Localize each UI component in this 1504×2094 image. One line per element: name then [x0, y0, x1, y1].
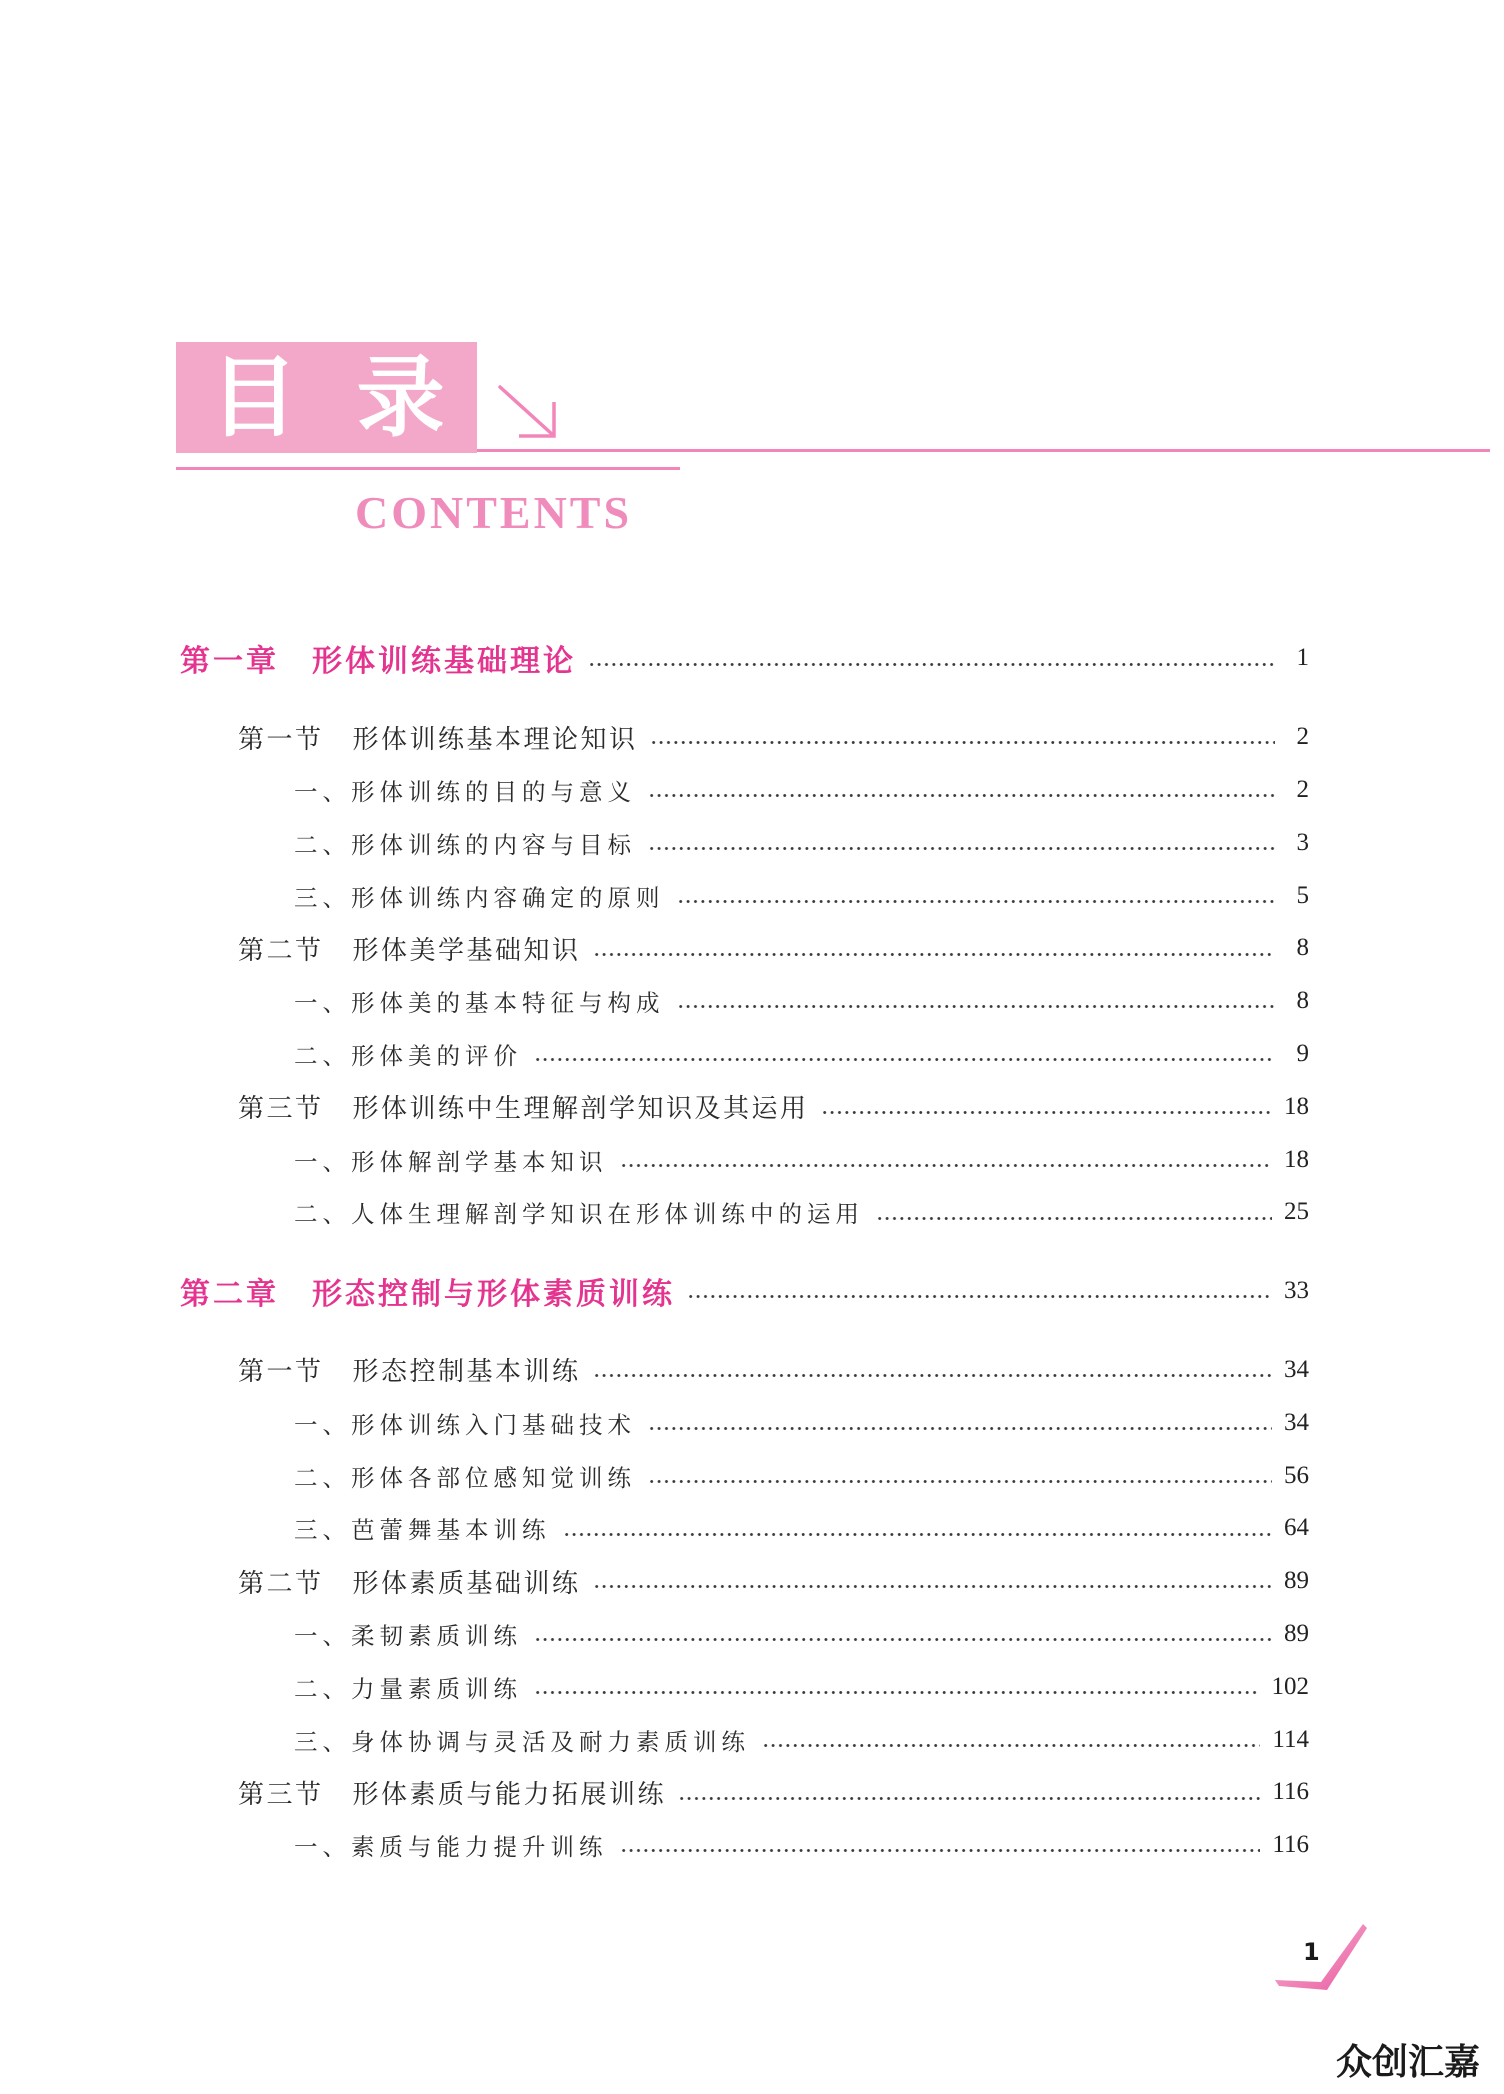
dot-leader	[620, 1819, 1261, 1872]
item-title: 一、形体训练入门基础技术	[294, 1410, 636, 1439]
toc-item-row	[0, 764, 1309, 817]
toc-item-row	[0, 1608, 1309, 1661]
toc-chapter-row	[0, 1265, 1309, 1318]
item-title: 三、身体协调与灵活及耐力素质训练	[294, 1727, 750, 1756]
toc-item-row	[0, 1502, 1309, 1555]
page-number: 3	[1296, 828, 1309, 856]
dot-leader	[563, 1502, 1273, 1555]
dot-leader	[620, 1133, 1273, 1186]
dot-leader	[687, 1265, 1272, 1318]
page-number: 56	[1284, 1461, 1309, 1489]
arrow-down-right-icon	[497, 384, 559, 440]
page-number: 18	[1284, 1092, 1309, 1120]
dot-leader	[534, 1660, 1260, 1713]
page-number: 8	[1296, 987, 1309, 1015]
item-title: 三、芭蕾舞基本训练	[294, 1516, 551, 1545]
section-title: 形体训练中生理解剖学知识及其运用	[352, 1094, 809, 1125]
page-title: 目 录	[210, 346, 459, 449]
section-title: 形体素质与能力拓展训练	[352, 1779, 667, 1810]
section-number: 第二节	[238, 935, 324, 966]
chapter-title: 形体训练基础理论	[312, 644, 576, 680]
dot-leader	[821, 1080, 1272, 1133]
dot-leader	[650, 711, 1275, 764]
toc-section-row	[0, 1344, 1309, 1397]
dot-leader	[534, 1608, 1272, 1661]
page-number: 33	[1284, 1277, 1309, 1305]
page-number: 116	[1272, 1778, 1309, 1806]
item-title: 一、形体美的基本特征与构成	[294, 989, 665, 1018]
section-title: 形体训练基本理论知识	[352, 724, 638, 755]
chapter-number: 第一章	[180, 644, 279, 680]
section-number: 第二节	[238, 1568, 324, 1599]
item-title: 一、形体训练的目的与意义	[294, 777, 636, 806]
item-title: 一、素质与能力提升训练	[294, 1833, 608, 1862]
section-number: 第三节	[238, 1094, 324, 1125]
item-title: 二、形体训练的内容与目标	[294, 830, 636, 859]
dot-leader	[593, 1344, 1272, 1397]
section-number: 第三节	[238, 1779, 324, 1810]
dot-leader	[648, 816, 1275, 869]
header-rule-short	[176, 467, 680, 470]
dot-leader	[593, 1555, 1272, 1608]
item-title: 二、力量素质训练	[294, 1674, 522, 1703]
page-number: 1	[1296, 644, 1309, 672]
page-number: 2	[1296, 723, 1309, 751]
toc-chapter-row	[0, 632, 1309, 685]
item-title: 一、柔韧素质训练	[294, 1621, 522, 1650]
toc-item-row	[0, 869, 1309, 922]
page-subtitle: CONTENTS	[355, 487, 633, 538]
chapter-number: 第二章	[180, 1277, 279, 1313]
item-title: 三、形体训练内容确定的原则	[294, 883, 665, 912]
item-title: 一、形体解剖学基本知识	[294, 1147, 608, 1176]
page-number: 116	[1272, 1831, 1309, 1859]
dot-leader	[678, 1766, 1260, 1819]
dot-leader	[648, 1449, 1272, 1502]
page-number: 34	[1284, 1355, 1309, 1383]
table-of-contents	[0, 632, 1309, 1872]
page-number: 114	[1272, 1725, 1309, 1753]
page-number: 25	[1284, 1198, 1309, 1226]
toc-item-row	[0, 1819, 1309, 1872]
toc-section-row	[0, 711, 1309, 764]
page-number: 2	[1296, 775, 1309, 803]
toc-section-row	[0, 1766, 1309, 1819]
section-title: 形态控制基本训练	[352, 1357, 581, 1388]
toc-item-row	[0, 1186, 1309, 1239]
section-title: 形体素质基础训练	[352, 1568, 581, 1599]
dot-leader	[648, 1396, 1272, 1449]
page-number: 102	[1271, 1672, 1309, 1700]
section-number: 第一节	[238, 1357, 324, 1388]
dot-leader	[648, 764, 1275, 817]
page-number: 64	[1284, 1514, 1309, 1542]
watermark-logo: 众创汇嘉	[1336, 2042, 1481, 2083]
dot-leader	[593, 922, 1275, 975]
dot-leader	[534, 1028, 1275, 1081]
dot-leader	[876, 1186, 1272, 1239]
dot-leader	[677, 975, 1276, 1028]
item-title: 二、形体各部位感知觉训练	[294, 1463, 636, 1492]
section-title: 形体美学基础知识	[352, 935, 581, 966]
title-box	[176, 342, 477, 453]
page-number: 5	[1296, 881, 1309, 909]
page-number: 9	[1296, 1039, 1309, 1067]
page-number: 8	[1296, 934, 1309, 962]
page-number: 34	[1284, 1408, 1309, 1436]
toc-item-row	[0, 1028, 1309, 1081]
toc-item-row	[0, 816, 1309, 869]
dot-leader	[588, 632, 1275, 685]
page-number: 89	[1284, 1567, 1309, 1595]
toc-item-row	[0, 1396, 1309, 1449]
toc-item-row	[0, 1133, 1309, 1186]
toc-item-row	[0, 975, 1309, 1028]
toc-item-row	[0, 1660, 1309, 1713]
pink-checkmark-icon	[1275, 1922, 1367, 1990]
item-title: 二、形体美的评价	[294, 1041, 522, 1070]
toc-item-row	[0, 1713, 1309, 1766]
header-rule-long	[477, 449, 1490, 452]
item-title: 二、人体生理解剖学知识在形体训练中的运用	[294, 1200, 864, 1229]
toc-section-row	[0, 1555, 1309, 1608]
section-number: 第一节	[238, 724, 324, 755]
page-number: 18	[1284, 1145, 1309, 1173]
toc-section-row	[0, 1080, 1309, 1133]
toc-item-row	[0, 1449, 1309, 1502]
dot-leader	[677, 869, 1276, 922]
toc-section-row	[0, 922, 1309, 975]
footer-page-number: 1	[1303, 1938, 1320, 1966]
dot-leader	[762, 1713, 1260, 1766]
page-number: 89	[1284, 1619, 1309, 1647]
chapter-title: 形态控制与形体素质训练	[312, 1277, 675, 1313]
